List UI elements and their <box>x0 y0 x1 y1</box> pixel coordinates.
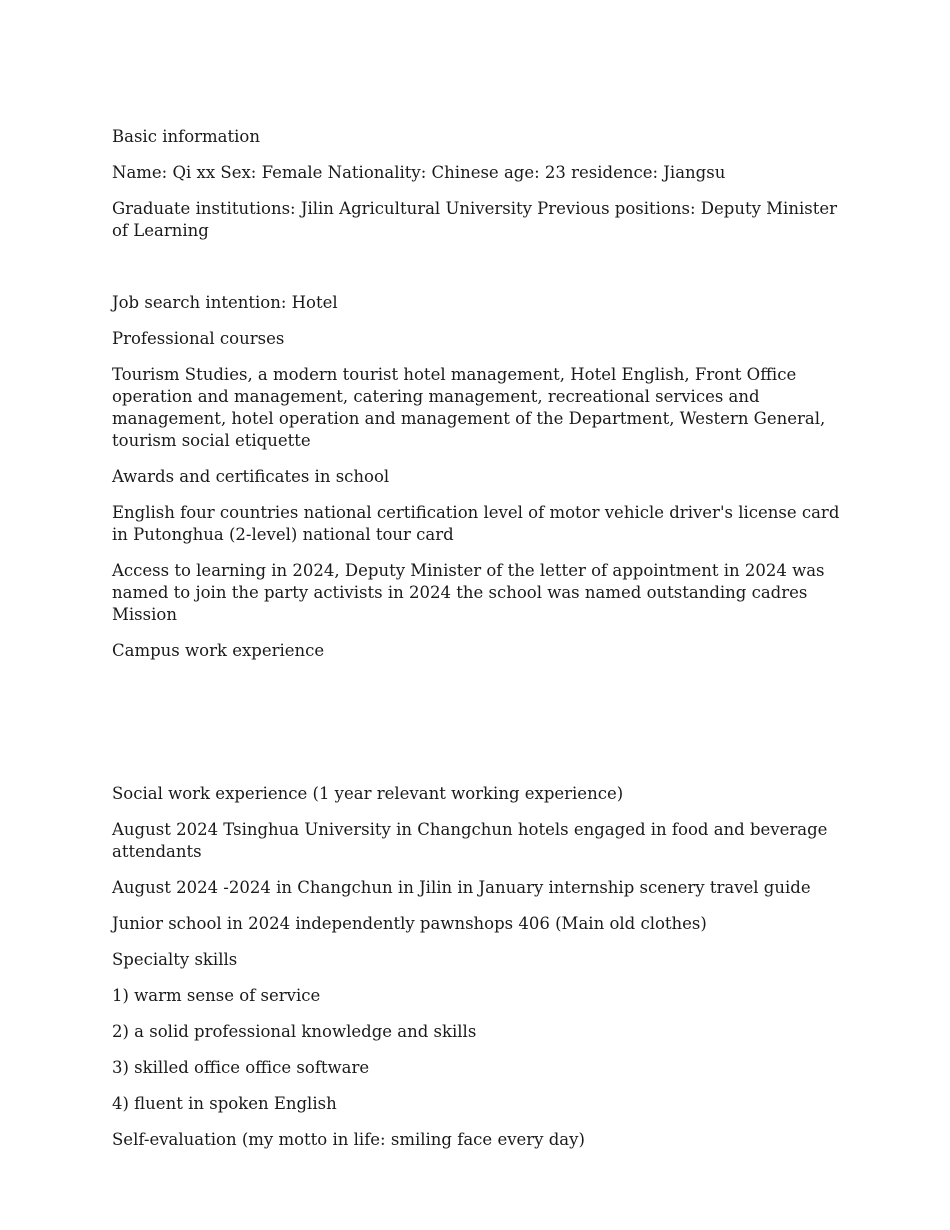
basic-info-heading: Basic information <box>112 127 260 146</box>
awards-heading: Awards and certificates in school <box>112 467 390 486</box>
skill-item: 3) skilled office office software <box>112 1058 370 1077</box>
courses-heading: Professional courses <box>112 329 285 348</box>
skill-item: 4) fluent in spoken English <box>112 1094 337 1113</box>
skill-item: 1) warm sense of service <box>112 986 321 1005</box>
social-item: August 2024 -2024 in Changchun in Jilin in January internship scenery travel guide <box>112 878 811 897</box>
basic-info-line-2: Graduate institutions: Jilin Agricultural University Previous positions: Deputy Minister of Learning <box>112 199 837 240</box>
social-item: August 2024 Tsinghua University in Changchun hotels engaged in food and beverage attendants <box>112 820 828 861</box>
courses-text: Tourism Studies, a modern tourist hotel management, Hotel English, Front Office operation and management, catering management, recreational services and management, hotel operation and management of the Department, Western General, tourism social etiquette <box>112 365 826 450</box>
social-item: Junior school in 2024 independently pawnshops 406 (Main old clothes) <box>112 914 707 933</box>
skill-item: 2) a solid professional knowledge and skills <box>112 1022 477 1041</box>
basic-info-line-1: Name: Qi xx Sex: Female Nationality: Chinese age: 23 residence: Jiangsu <box>112 163 726 182</box>
resume-document <box>112 126 842 1165</box>
awards-honors: Access to learning in 2024, Deputy Minister of the letter of appointment in 2024 was named to join the party activists in 2024 the school was named outstanding cadres Mission <box>112 561 825 624</box>
social-heading: Social work experience (1 year relevant working experience) <box>112 784 624 803</box>
spacer <box>112 676 842 783</box>
self-evaluation: Self-evaluation (my motto in life: smiling face every day) <box>112 1130 585 1149</box>
campus-heading: Campus work experience <box>112 641 325 660</box>
skills-heading: Specialty skills <box>112 950 238 969</box>
awards-certificates: English four countries national certification level of motor vehicle driver's license card in Putonghua (2-level) national tour card <box>112 503 840 544</box>
job-intention: Job search intention: Hotel <box>112 293 338 312</box>
spacer <box>112 256 842 292</box>
